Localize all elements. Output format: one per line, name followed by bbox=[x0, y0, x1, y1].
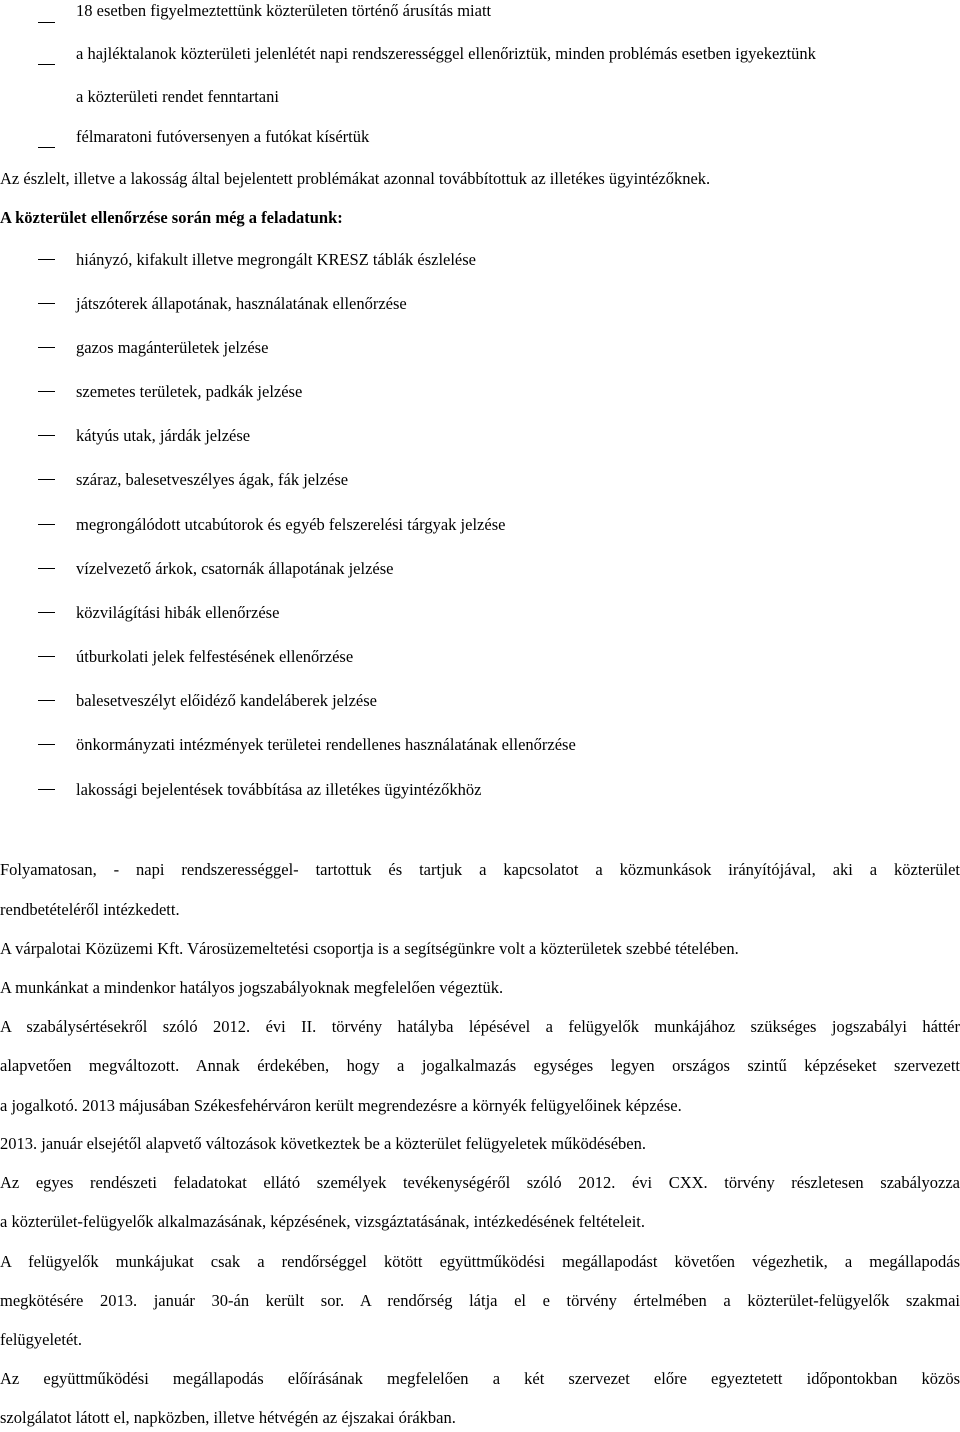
task-item bbox=[0, 602, 960, 626]
list-item-continuation: a közterületi rendet fenntartani bbox=[76, 87, 279, 106]
list-item bbox=[0, 44, 960, 68]
paragraph-line: 2013. január elsejétől alapvető változások következtek be a közterület felügyeletek működésében. bbox=[0, 1134, 646, 1153]
dash-bullet-icon bbox=[38, 524, 55, 525]
task-item bbox=[0, 779, 960, 803]
paragraph-line: Folyamatosan, - napi rendszerességgel- tartottuk és tartjuk a kapcsolatot a közmunkások irányítójával, aki a közterület bbox=[0, 860, 960, 879]
task-item-text: vízelvezető árkok, csatornák állapotának jelzése bbox=[76, 559, 394, 578]
task-item-text: játszóterek állapotának, használatának ellenőrzése bbox=[76, 294, 407, 313]
task-item bbox=[0, 690, 960, 714]
paragraph-line: A várpalotai Közüzemi Kft. Városüzemeltetési csoportja is a segítségünkre volt a közterületek szebbé tételében. bbox=[0, 939, 739, 958]
list-item-text: 18 esetben figyelmeztettünk közterületen történő árusítás miatt bbox=[76, 1, 492, 20]
dash-bullet-icon bbox=[38, 568, 55, 569]
paragraph-line: A szabálysértésekről szóló 2012. évi II. törvény hatályba lépésével a felügyelők munkájához szükséges jogszabályi háttér bbox=[0, 1017, 960, 1036]
dash-bullet-icon bbox=[38, 744, 55, 745]
task-item-text: közvilágítási hibák ellenőrzése bbox=[76, 603, 280, 622]
paragraph-line: a közterület-felügyelők alkalmazásának, képzésének, vizsgáztatásának, intézkedésének feltételeit. bbox=[0, 1212, 646, 1231]
task-item bbox=[0, 514, 960, 538]
task-item-text: önkormányzati intézmények területei rendellenes használatának ellenőrzése bbox=[76, 735, 576, 754]
paragraph-line: megkötésére 2013. január 30-án került sor. A rendőrség látja el e törvény értelmében a közterület-felügyelők szakmai bbox=[0, 1291, 960, 1310]
task-item-text: lakossági bejelentések továbbítása az illetékes ügyintézőkhöz bbox=[76, 780, 482, 799]
task-item bbox=[0, 249, 960, 273]
task-item-text: kátyús utak, járdák jelzése bbox=[76, 426, 251, 445]
intro-paragraph: Az észlelt, illetve a lakosság által bejelentett problémákat azonnal továbbítottuk az illetékes ügyintézőknek. bbox=[0, 169, 711, 188]
task-item-text: hiányzó, kifakult illetve megrongált KRESZ táblák észlelése bbox=[76, 250, 477, 269]
list-item bbox=[0, 0, 960, 24]
paragraph-line: a jogalkotó. 2013 májusában Székesfehérváron került megrendezésre a környék felügyelőinek képzése. bbox=[0, 1096, 682, 1115]
task-item bbox=[0, 646, 960, 670]
task-item bbox=[0, 425, 960, 449]
dash-bullet-icon bbox=[38, 656, 55, 657]
task-item bbox=[0, 293, 960, 317]
paragraph-line: rendbetételéről intézkedett. bbox=[0, 900, 180, 919]
paragraph-line: A munkánkat a mindenkor hatályos jogszabályoknak megfelelően végeztük. bbox=[0, 978, 504, 997]
task-item-text: száraz, balesetveszélyes ágak, fák jelzése bbox=[76, 470, 349, 489]
task-item bbox=[0, 337, 960, 361]
underline-bullet-icon bbox=[38, 64, 55, 65]
paragraph-line: A felügyelők munkájukat csak a rendőrséggel kötött együttműködési megállapodást követően végezhetik, a megállapodás bbox=[0, 1252, 960, 1271]
paragraph-line: Az egyes rendészeti feladatokat ellátó személyek tevékenységéről szóló 2012. évi CXX. törvény részletesen szabályozza bbox=[0, 1173, 960, 1192]
dash-bullet-icon bbox=[38, 303, 55, 304]
list-item bbox=[0, 127, 960, 151]
paragraph-line: Az együttműködési megállapodás előírásának megfelelően a két szervezet előre egyeztetett időpontokban közös bbox=[0, 1369, 960, 1388]
underline-bullet-icon bbox=[38, 22, 55, 23]
task-item-text: útburkolati jelek felfestésének ellenőrzése bbox=[76, 647, 354, 666]
paragraph-line: felügyeletét. bbox=[0, 1330, 83, 1349]
dash-bullet-icon bbox=[38, 479, 55, 480]
task-item-text: megrongálódott utcabútorok és egyéb felszerelési tárgyak jelzése bbox=[76, 515, 506, 534]
paragraph-line: szolgálatot látott el, napközben, illetve hétvégén az éjszakai órákban. bbox=[0, 1408, 456, 1427]
task-item bbox=[0, 558, 960, 582]
dash-bullet-icon bbox=[38, 391, 55, 392]
task-item bbox=[0, 381, 960, 405]
dash-bullet-icon bbox=[38, 700, 55, 701]
list-item-text: a hajléktalanok közterületi jelenlétét napi rendszerességgel ellenőriztük, minden problémás esetben igyekeztünk bbox=[76, 44, 816, 63]
dash-bullet-icon bbox=[38, 435, 55, 436]
paragraph-line: alapvetően megváltozott. Annak érdekében, hogy a jogalkalmazás egységes legyen országos szintű képzéseket szervezett bbox=[0, 1056, 960, 1075]
task-item-text: szemetes területek, padkák jelzése bbox=[76, 382, 303, 401]
dash-bullet-icon bbox=[38, 612, 55, 613]
dash-bullet-icon bbox=[38, 347, 55, 348]
list-item-text: félmaratoni futóversenyen a futókat kísértük bbox=[76, 127, 370, 146]
task-item-text: gazos magánterületek jelzése bbox=[76, 338, 269, 357]
dash-bullet-icon bbox=[38, 259, 55, 260]
task-item-text: balesetveszélyt előidéző kandeláberek jelzése bbox=[76, 691, 377, 710]
underline-bullet-icon bbox=[38, 147, 55, 148]
task-item bbox=[0, 469, 960, 493]
section-heading: A közterület ellenőrzése során még a feladatunk: bbox=[0, 208, 343, 227]
dash-bullet-icon bbox=[38, 789, 55, 790]
task-item bbox=[0, 734, 960, 758]
